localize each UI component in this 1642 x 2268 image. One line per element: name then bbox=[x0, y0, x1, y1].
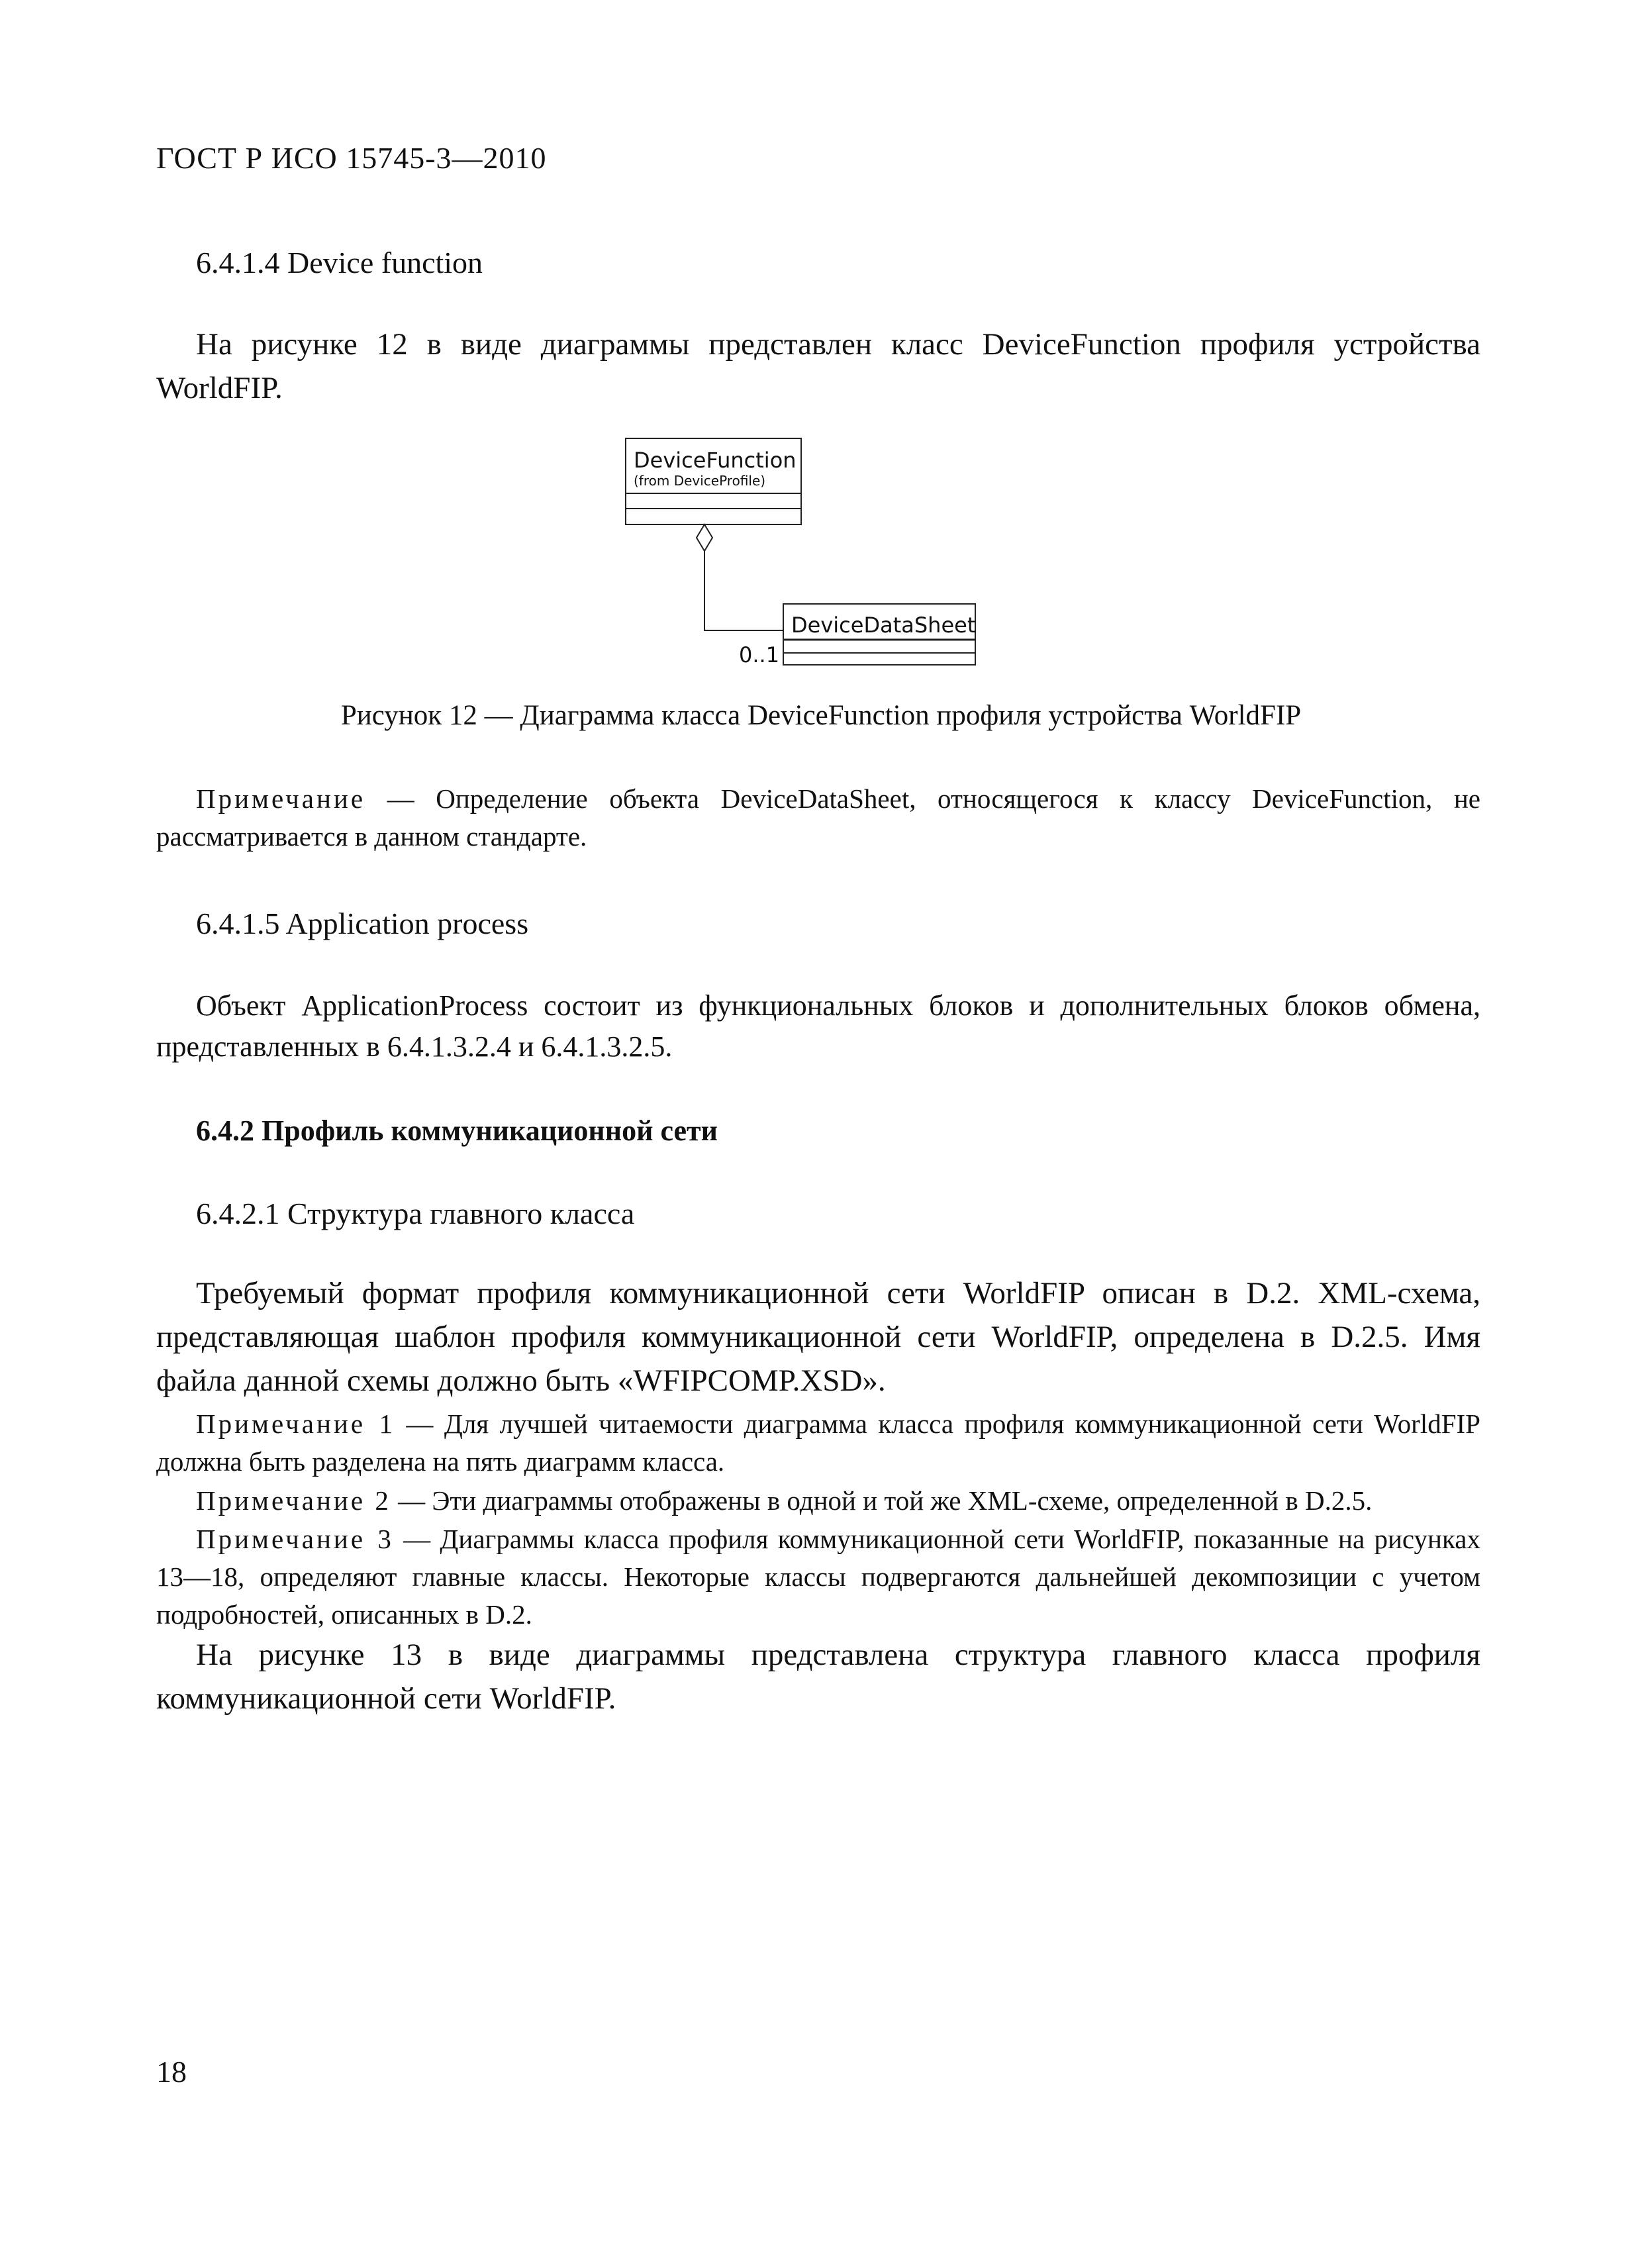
uml-class-diagram bbox=[622, 430, 993, 675]
section-6-4-2-1-heading: 6.4.2.1 Структура главного класса bbox=[196, 1197, 635, 1230]
note-text: — Определение объекта DeviceDataSheet, относящегося к классу DeviceFunction, не рассматривается в данном стандарте. bbox=[156, 783, 1480, 852]
note-label: Примечание bbox=[196, 783, 366, 814]
note-2-label: Примечание 2 bbox=[196, 1485, 391, 1516]
section-6-4-1-5-heading: 6.4.1.5 Application process bbox=[196, 907, 529, 940]
aggregation-diamond-icon bbox=[697, 524, 712, 551]
section-6-4-2-1-paragraph: Требуемый формат профиля коммуникационной сети WorldFIP описан в D.2. XML-схема, представляющая шаблон профиля коммуникационной сети WorldFIP, определена в D.2.5. Имя файла данной схемы должно быть «WFIPCOMP.XSD». bbox=[156, 1276, 1480, 1398]
device-function-from-label: (from DeviceProfile) bbox=[634, 473, 766, 489]
aggregation-connector bbox=[697, 524, 783, 630]
note-1 bbox=[156, 1405, 1480, 1481]
section-6-4-1-4-paragraph: На рисунке 12 в виде диаграммы представлен класс DeviceFunction профиля устройства WorldFIP. bbox=[156, 327, 1480, 405]
note-2 bbox=[156, 1482, 1480, 1520]
note-1-text: — Для лучшей читаемости диаграмма класса профиля коммуникационной сети WorldFIP должна быть разделена на пять диаграмм класса. bbox=[156, 1408, 1480, 1477]
figure-caption: Рисунок 12 — Диаграмма класса DeviceFunction профиля устройства WorldFIP bbox=[340, 700, 1302, 731]
page-number: 18 bbox=[156, 2055, 187, 2089]
device-data-sheet-class-box bbox=[783, 604, 975, 665]
note-3-text: — Диаграммы класса профиля коммуникационной сети WorldFIP, показанные на рисунках 13—18, определяют главные классы. Некоторые классы подвергаются дальнейшей декомпозиции с учетом подробностей, описанных в D.2. bbox=[156, 1524, 1480, 1630]
section-6-4-2-heading: 6.4.2 Профиль коммуникационной сети bbox=[196, 1114, 718, 1147]
section-6-4-1-5-paragraph: Объект ApplicationProcess состоит из функциональных блоков и дополнительных блоков обмена, представленных в 6.4.1.3.2.4 и 6.4.1.3.2.5. bbox=[156, 989, 1480, 1063]
note-1-label: Примечание 1 bbox=[196, 1408, 395, 1439]
device-data-sheet-class-name: DeviceDataSheet bbox=[791, 613, 976, 638]
note-3 bbox=[156, 1520, 1480, 1634]
device-function-class-name: DeviceFunction bbox=[634, 448, 797, 473]
note-2-text: — Эти диаграммы отображены в одной и той же XML-схеме, определенной в D.2.5. bbox=[391, 1485, 1373, 1516]
section-6-4-2-1-paragraph-2: На рисунке 13 в виде диаграммы представлена структура главного класса профиля коммуникационной сети WorldFIP. bbox=[156, 1638, 1480, 1716]
note-device-data-sheet bbox=[156, 780, 1480, 856]
device-function-class-box bbox=[626, 438, 801, 524]
section-6-4-1-4-heading: 6.4.1.4 Device function bbox=[196, 246, 483, 279]
note-3-label: Примечание 3 bbox=[196, 1524, 394, 1554]
page-header: ГОСТ Р ИСО 15745-3—2010 bbox=[156, 141, 547, 175]
multiplicity-label: 0..1 bbox=[739, 642, 780, 667]
